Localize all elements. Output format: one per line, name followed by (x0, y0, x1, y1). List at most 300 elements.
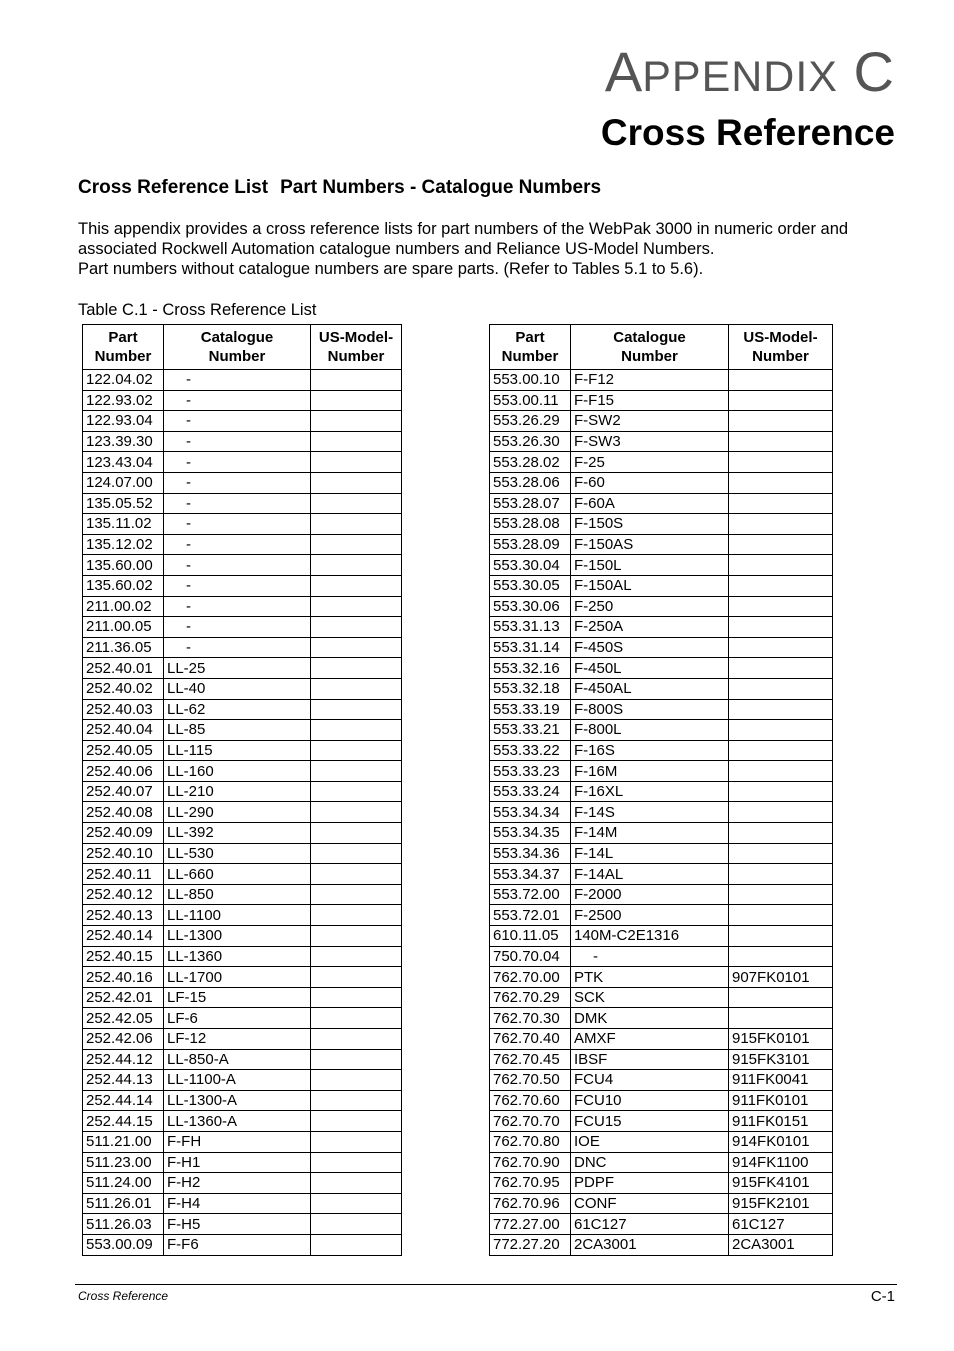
us-model-number-cell: 911FK0101 (729, 1090, 833, 1111)
table-row (83, 761, 402, 782)
catalogue-number-cell: LL-850-A (164, 1049, 311, 1070)
us-model-number-cell (311, 493, 402, 514)
part-number-cell: 553.31.13 (490, 617, 571, 638)
part-number-cell: 553.33.19 (490, 699, 571, 720)
catalogue-number-cell: - (164, 431, 311, 452)
us-model-number-cell (311, 472, 402, 493)
us-model-number-cell: 915FK4101 (729, 1173, 833, 1194)
us-model-number-cell (729, 864, 833, 885)
catalogue-number-cell: LL-40 (164, 678, 311, 699)
cross-reference-table-left (82, 324, 402, 1256)
catalogue-number-cell: - (164, 411, 311, 432)
table-row (490, 370, 833, 391)
table-row (83, 1070, 402, 1091)
us-model-number-cell (729, 884, 833, 905)
table-row (83, 740, 402, 761)
table-row (490, 431, 833, 452)
part-number-cell: 762.70.45 (490, 1049, 571, 1070)
appendix-word-rest: PPENDIX (642, 53, 838, 101)
table-row (490, 987, 833, 1008)
chapter-title: Cross Reference (600, 112, 895, 153)
table-row (83, 864, 402, 885)
us-model-number-cell (311, 843, 402, 864)
us-model-number-cell: 907FK0101 (729, 967, 833, 988)
part-number-cell: 762.70.00 (490, 967, 571, 988)
table-row (490, 1111, 833, 1132)
appendix-first-letter: A (604, 40, 643, 103)
us-model-number-cell (311, 431, 402, 452)
us-model-number-cell (729, 370, 833, 391)
us-model-number-cell: 61C127 (729, 1214, 833, 1235)
part-number-cell: 135.12.02 (83, 534, 164, 555)
part-number-cell: 553.34.35 (490, 823, 571, 844)
catalogue-number-cell: LL-1700 (164, 967, 311, 988)
part-number-cell: 553.34.37 (490, 864, 571, 885)
us-model-number-cell (729, 699, 833, 720)
header-part-number: Part Number (83, 325, 164, 370)
us-model-number-cell: 911FK0041 (729, 1070, 833, 1091)
table-row (490, 1234, 833, 1255)
part-number-cell: 122.04.02 (83, 370, 164, 391)
footer-divider (75, 1284, 897, 1285)
us-model-number-cell (311, 596, 402, 617)
us-model-number-cell (311, 1214, 402, 1235)
part-number-cell: 553.26.30 (490, 431, 571, 452)
part-number-cell: 252.44.13 (83, 1070, 164, 1091)
intro-paragraph-2: Part numbers without catalogue numbers are spare parts. (Refer to Tables 5.1 to 5.6). (78, 260, 704, 278)
catalogue-number-cell: LL-115 (164, 740, 311, 761)
us-model-number-cell (311, 1070, 402, 1091)
part-number-cell: 211.00.05 (83, 617, 164, 638)
header-us-model-number: US-Model- Number (311, 325, 402, 370)
us-model-number-cell (729, 493, 833, 514)
part-number-cell: 762.70.70 (490, 1111, 571, 1132)
header-us-model-number: US-Model- Number (729, 325, 833, 370)
catalogue-number-cell: 140M-C2E1316 (571, 926, 729, 947)
part-number-cell: 772.27.20 (490, 1234, 571, 1255)
catalogue-number-cell: F-14AL (571, 864, 729, 885)
table-header-row (83, 325, 402, 370)
part-number-cell: 252.40.14 (83, 926, 164, 947)
catalogue-number-cell: - (164, 452, 311, 473)
part-number-cell: 553.34.34 (490, 802, 571, 823)
catalogue-number-cell: LL-850 (164, 884, 311, 905)
catalogue-number-cell: PDPF (571, 1173, 729, 1194)
section-heading (78, 177, 601, 199)
footer-section-title: Cross Reference (78, 1289, 169, 1303)
us-model-number-cell (311, 1090, 402, 1111)
part-number-cell: 252.40.13 (83, 905, 164, 926)
table-row (83, 926, 402, 947)
part-number-cell: 553.30.05 (490, 575, 571, 596)
part-number-cell: 553.72.00 (490, 884, 571, 905)
part-number-cell: 553.33.22 (490, 740, 571, 761)
catalogue-number-cell: F-SW2 (571, 411, 729, 432)
us-model-number-cell (311, 411, 402, 432)
catalogue-number-cell: F-2500 (571, 905, 729, 926)
us-model-number-cell (311, 884, 402, 905)
table-row (490, 740, 833, 761)
table-row (83, 1049, 402, 1070)
catalogue-number-cell: F-H5 (164, 1214, 311, 1235)
catalogue-number-cell: F-250 (571, 596, 729, 617)
part-number-cell: 252.40.15 (83, 946, 164, 967)
table-row (490, 493, 833, 514)
part-number-cell: 252.44.12 (83, 1049, 164, 1070)
catalogue-number-cell: PTK (571, 967, 729, 988)
part-number-cell: 610.11.05 (490, 926, 571, 947)
table-row (490, 1070, 833, 1091)
catalogue-number-cell: SCK (571, 987, 729, 1008)
catalogue-number-cell: - (164, 472, 311, 493)
us-model-number-cell (311, 617, 402, 638)
table-row (490, 534, 833, 555)
table-row (490, 802, 833, 823)
table-row (490, 843, 833, 864)
part-number-cell: 553.31.14 (490, 637, 571, 658)
section-heading-part2: Part Numbers - Catalogue Numbers (280, 177, 602, 198)
part-number-cell: 252.40.10 (83, 843, 164, 864)
us-model-number-cell (729, 761, 833, 782)
catalogue-number-cell: F-150S (571, 514, 729, 535)
table-row (490, 678, 833, 699)
part-number-cell: 553.30.06 (490, 596, 571, 617)
table-row (490, 967, 833, 988)
part-number-cell: 553.33.23 (490, 761, 571, 782)
catalogue-number-cell: LL-62 (164, 699, 311, 720)
catalogue-number-cell: F-250A (571, 617, 729, 638)
catalogue-number-cell: LL-1100-A (164, 1070, 311, 1091)
catalogue-number-cell: LL-1300 (164, 926, 311, 947)
us-model-number-cell (729, 720, 833, 741)
us-model-number-cell (729, 987, 833, 1008)
catalogue-number-cell: - (164, 370, 311, 391)
us-model-number-cell (311, 390, 402, 411)
catalogue-number-cell: - (164, 596, 311, 617)
table-row (83, 575, 402, 596)
us-model-number-cell (311, 370, 402, 391)
table-row (83, 1008, 402, 1029)
us-model-number-cell (729, 534, 833, 555)
part-number-cell: 511.24.00 (83, 1173, 164, 1194)
table-row (83, 720, 402, 741)
part-number-cell: 122.93.02 (83, 390, 164, 411)
us-model-number-cell (311, 1131, 402, 1152)
part-number-cell: 123.39.30 (83, 431, 164, 452)
part-number-cell: 762.70.29 (490, 987, 571, 1008)
table-row (490, 864, 833, 885)
catalogue-number-cell: LL-392 (164, 823, 311, 844)
part-number-cell: 252.40.04 (83, 720, 164, 741)
catalogue-number-cell: LL-530 (164, 843, 311, 864)
catalogue-number-cell: F-F6 (164, 1234, 311, 1255)
cross-reference-table-right (489, 324, 833, 1256)
part-number-cell: 511.26.03 (83, 1214, 164, 1235)
us-model-number-cell (729, 617, 833, 638)
appendix-label (604, 40, 894, 103)
catalogue-number-cell: F-150AS (571, 534, 729, 555)
table-row (490, 575, 833, 596)
table-row (490, 1152, 833, 1173)
part-number-cell: 772.27.00 (490, 1214, 571, 1235)
part-number-cell: 553.00.09 (83, 1234, 164, 1255)
us-model-number-cell (729, 596, 833, 617)
us-model-number-cell (729, 802, 833, 823)
table-row (490, 658, 833, 679)
table-row (83, 617, 402, 638)
us-model-number-cell (729, 390, 833, 411)
us-model-number-cell (729, 452, 833, 473)
table-row (490, 761, 833, 782)
part-number-cell: 750.70.04 (490, 946, 571, 967)
catalogue-number-cell: LL-1300-A (164, 1090, 311, 1111)
part-number-cell: 135.05.52 (83, 493, 164, 514)
catalogue-number-cell: FCU4 (571, 1070, 729, 1091)
catalogue-number-cell: IOE (571, 1131, 729, 1152)
us-model-number-cell (311, 740, 402, 761)
part-number-cell: 762.70.60 (490, 1090, 571, 1111)
catalogue-number-cell: LL-1360 (164, 946, 311, 967)
catalogue-number-cell: F-450S (571, 637, 729, 658)
part-number-cell: 252.40.01 (83, 658, 164, 679)
table-row (83, 967, 402, 988)
catalogue-number-cell: LL-660 (164, 864, 311, 885)
us-model-number-cell (729, 431, 833, 452)
catalogue-number-cell: CONF (571, 1193, 729, 1214)
catalogue-number-cell: LL-1100 (164, 905, 311, 926)
catalogue-number-cell: F-60 (571, 472, 729, 493)
table-header-row (490, 325, 833, 370)
catalogue-number-cell: FCU10 (571, 1090, 729, 1111)
catalogue-number-cell: F-450L (571, 658, 729, 679)
part-number-cell: 252.42.05 (83, 1008, 164, 1029)
catalogue-number-cell: - (164, 617, 311, 638)
table-row (83, 699, 402, 720)
catalogue-number-cell: F-14S (571, 802, 729, 823)
part-number-cell: 252.44.14 (83, 1090, 164, 1111)
table-row (83, 1173, 402, 1194)
catalogue-number-cell: AMXF (571, 1029, 729, 1050)
catalogue-number-cell: F-150AL (571, 575, 729, 596)
us-model-number-cell (311, 1008, 402, 1029)
us-model-number-cell: 2CA3001 (729, 1234, 833, 1255)
table-row (490, 1029, 833, 1050)
part-number-cell: 211.00.02 (83, 596, 164, 617)
us-model-number-cell (729, 740, 833, 761)
table-row (83, 823, 402, 844)
us-model-number-cell (311, 1234, 402, 1255)
table-row (83, 946, 402, 967)
catalogue-number-cell: F-H4 (164, 1193, 311, 1214)
table-row (83, 1152, 402, 1173)
part-number-cell: 124.07.00 (83, 472, 164, 493)
part-number-cell: 122.93.04 (83, 411, 164, 432)
table-row (490, 926, 833, 947)
header-catalogue-number: Catalogue Number (164, 325, 311, 370)
catalogue-number-cell: F-14M (571, 823, 729, 844)
us-model-number-cell (311, 1111, 402, 1132)
table-row (490, 823, 833, 844)
part-number-cell: 252.40.07 (83, 781, 164, 802)
catalogue-number-cell: LF-15 (164, 987, 311, 1008)
us-model-number-cell (311, 802, 402, 823)
part-number-cell: 252.42.01 (83, 987, 164, 1008)
table-row (83, 843, 402, 864)
table-row (83, 637, 402, 658)
catalogue-number-cell: FCU15 (571, 1111, 729, 1132)
part-number-cell: 211.36.05 (83, 637, 164, 658)
part-number-cell: 553.26.29 (490, 411, 571, 432)
table-row (490, 452, 833, 473)
part-number-cell: 553.33.24 (490, 781, 571, 802)
table-row (490, 905, 833, 926)
table-row (83, 1234, 402, 1255)
table-row (83, 390, 402, 411)
catalogue-number-cell: - (164, 534, 311, 555)
header-part-number: Part Number (490, 325, 571, 370)
section-heading-part1: Cross Reference List (78, 177, 269, 198)
part-number-cell: 252.40.06 (83, 761, 164, 782)
table-row (490, 637, 833, 658)
catalogue-number-cell: F-800S (571, 699, 729, 720)
table-row (83, 493, 402, 514)
part-number-cell: 553.28.09 (490, 534, 571, 555)
part-number-cell: 511.21.00 (83, 1131, 164, 1152)
us-model-number-cell (729, 678, 833, 699)
us-model-number-cell: 911FK0151 (729, 1111, 833, 1132)
catalogue-number-cell: LL-160 (164, 761, 311, 782)
catalogue-number-cell: F-2000 (571, 884, 729, 905)
us-model-number-cell (311, 678, 402, 699)
part-number-cell: 252.40.05 (83, 740, 164, 761)
us-model-number-cell (729, 946, 833, 967)
us-model-number-cell (311, 720, 402, 741)
table-row (83, 987, 402, 1008)
table-row (490, 514, 833, 535)
catalogue-number-cell: 2CA3001 (571, 1234, 729, 1255)
catalogue-number-cell: 61C127 (571, 1214, 729, 1235)
footer-page-number: C-1 (870, 1288, 895, 1305)
catalogue-number-cell: F-16M (571, 761, 729, 782)
table-row (490, 1131, 833, 1152)
catalogue-number-cell: F-25 (571, 452, 729, 473)
us-model-number-cell: 915FK2101 (729, 1193, 833, 1214)
table-row (490, 946, 833, 967)
us-model-number-cell (729, 905, 833, 926)
part-number-cell: 123.43.04 (83, 452, 164, 473)
us-model-number-cell (311, 1152, 402, 1173)
us-model-number-cell (311, 452, 402, 473)
table-row (490, 699, 833, 720)
us-model-number-cell (311, 987, 402, 1008)
us-model-number-cell (729, 926, 833, 947)
table-row (83, 1029, 402, 1050)
us-model-number-cell (729, 658, 833, 679)
us-model-number-cell (311, 1173, 402, 1194)
catalogue-number-cell: - (571, 946, 729, 967)
catalogue-number-cell: F-16XL (571, 781, 729, 802)
us-model-number-cell (311, 823, 402, 844)
table-row (83, 534, 402, 555)
table-row (490, 390, 833, 411)
us-model-number-cell (729, 575, 833, 596)
part-number-cell: 762.70.50 (490, 1070, 571, 1091)
part-number-cell: 511.26.01 (83, 1193, 164, 1214)
catalogue-number-cell: - (164, 390, 311, 411)
us-model-number-cell (729, 637, 833, 658)
table-row (83, 596, 402, 617)
catalogue-number-cell: LF-12 (164, 1029, 311, 1050)
table-row (83, 781, 402, 802)
us-model-number-cell (311, 575, 402, 596)
catalogue-number-cell: LL-25 (164, 658, 311, 679)
catalogue-number-cell: DNC (571, 1152, 729, 1173)
us-model-number-cell (311, 514, 402, 535)
catalogue-number-cell: LF-6 (164, 1008, 311, 1029)
us-model-number-cell (311, 946, 402, 967)
part-number-cell: 252.40.08 (83, 802, 164, 823)
table-row (83, 514, 402, 535)
catalogue-number-cell: LL-290 (164, 802, 311, 823)
us-model-number-cell (729, 411, 833, 432)
table-row (490, 411, 833, 432)
us-model-number-cell (311, 637, 402, 658)
catalogue-number-cell: DMK (571, 1008, 729, 1029)
table-row (83, 658, 402, 679)
catalogue-number-cell: F-450AL (571, 678, 729, 699)
part-number-cell: 135.11.02 (83, 514, 164, 535)
part-number-cell: 553.28.02 (490, 452, 571, 473)
table-row (490, 1090, 833, 1111)
catalogue-number-cell: F-800L (571, 720, 729, 741)
catalogue-number-cell: F-SW3 (571, 431, 729, 452)
catalogue-number-cell: IBSF (571, 1049, 729, 1070)
us-model-number-cell (311, 699, 402, 720)
table-row (83, 678, 402, 699)
part-number-cell: 553.34.36 (490, 843, 571, 864)
table-row (490, 617, 833, 638)
part-number-cell: 553.28.08 (490, 514, 571, 535)
catalogue-number-cell: F-14L (571, 843, 729, 864)
catalogue-number-cell: F-16S (571, 740, 729, 761)
catalogue-number-cell: F-F15 (571, 390, 729, 411)
appendix-letter: C (853, 40, 894, 103)
us-model-number-cell (311, 905, 402, 926)
catalogue-number-cell: F-150L (571, 555, 729, 576)
us-model-number-cell (311, 864, 402, 885)
part-number-cell: 252.40.03 (83, 699, 164, 720)
part-number-cell: 553.28.06 (490, 472, 571, 493)
catalogue-number-cell: - (164, 555, 311, 576)
us-model-number-cell: 914FK0101 (729, 1131, 833, 1152)
us-model-number-cell (729, 1008, 833, 1029)
table-caption: Table C.1 - Cross Reference List (78, 301, 317, 319)
table-row (83, 1193, 402, 1214)
part-number-cell: 762.70.90 (490, 1152, 571, 1173)
part-number-cell: 252.40.12 (83, 884, 164, 905)
table-row (83, 472, 402, 493)
catalogue-number-cell: - (164, 493, 311, 514)
table-row (83, 431, 402, 452)
us-model-number-cell (311, 761, 402, 782)
us-model-number-cell (311, 555, 402, 576)
table-row (490, 555, 833, 576)
part-number-cell: 135.60.02 (83, 575, 164, 596)
table-row (83, 411, 402, 432)
part-number-cell: 762.70.80 (490, 1131, 571, 1152)
header-catalogue-number: Catalogue Number (571, 325, 729, 370)
catalogue-number-cell: - (164, 575, 311, 596)
